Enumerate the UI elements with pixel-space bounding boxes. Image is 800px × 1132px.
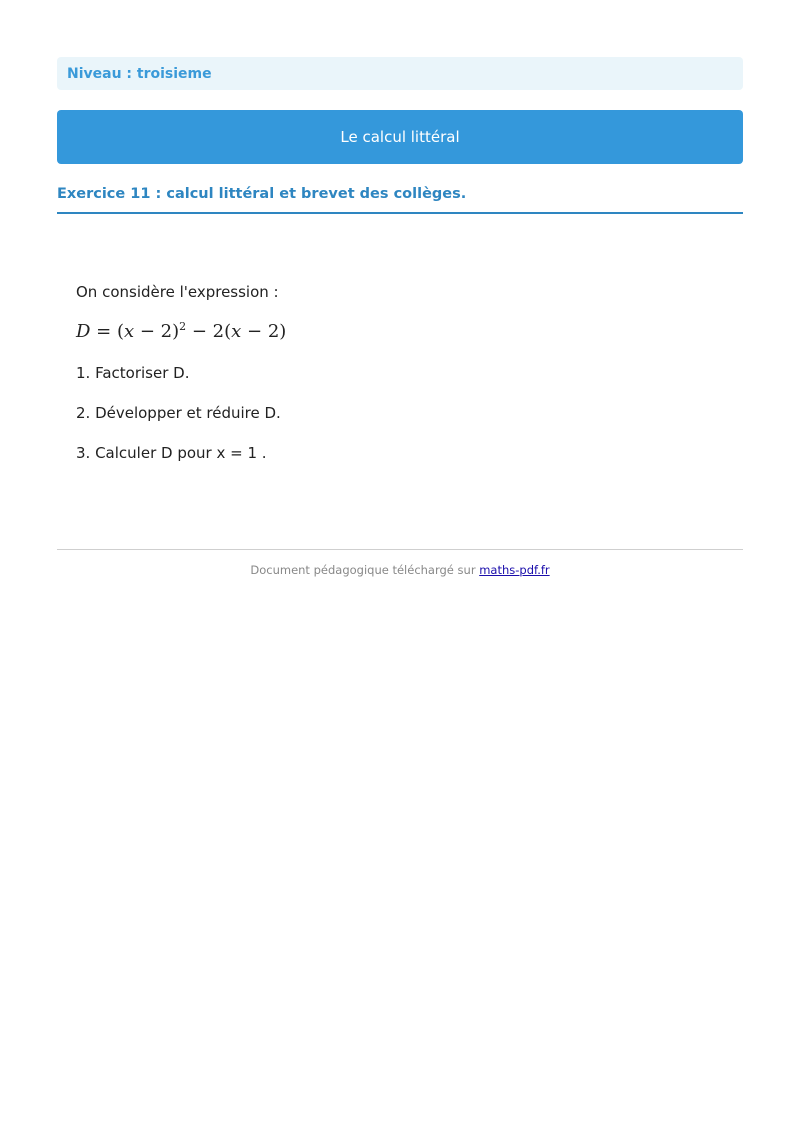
- formula-part-3: − 2): [241, 321, 287, 342]
- footer-text: Document pédagogique téléchargé sur: [250, 563, 480, 577]
- level-label: [57, 57, 743, 90]
- formula-part-1: − 2): [134, 321, 180, 342]
- expression-formula: [76, 320, 286, 342]
- formula-exponent: 2: [179, 320, 187, 333]
- chapter-title: Le calcul littéral: [340, 128, 460, 146]
- question-2: 2. Développer et réduire D.: [76, 404, 281, 422]
- formula-eq: = (: [90, 321, 124, 342]
- question-1: 1. Factoriser D.: [76, 364, 190, 382]
- formula-var-1: x: [124, 321, 135, 342]
- footer-link[interactable]: maths-pdf.fr: [479, 563, 550, 577]
- formula-lhs: D: [76, 321, 91, 342]
- question-3: 3. Calculer D pour x = 1 .: [76, 444, 267, 462]
- level-text: Niveau : troisieme: [67, 65, 212, 82]
- formula-part-2: − 2(: [186, 321, 232, 342]
- exercise-title: Exercice 11 : calcul littéral et brevet des collèges.: [57, 186, 743, 214]
- chapter-banner: [57, 110, 743, 164]
- formula-var-2: x: [231, 321, 242, 342]
- exercise-intro: On considère l'expression :: [76, 283, 279, 301]
- footer-divider: [57, 549, 743, 550]
- footer: [57, 563, 743, 577]
